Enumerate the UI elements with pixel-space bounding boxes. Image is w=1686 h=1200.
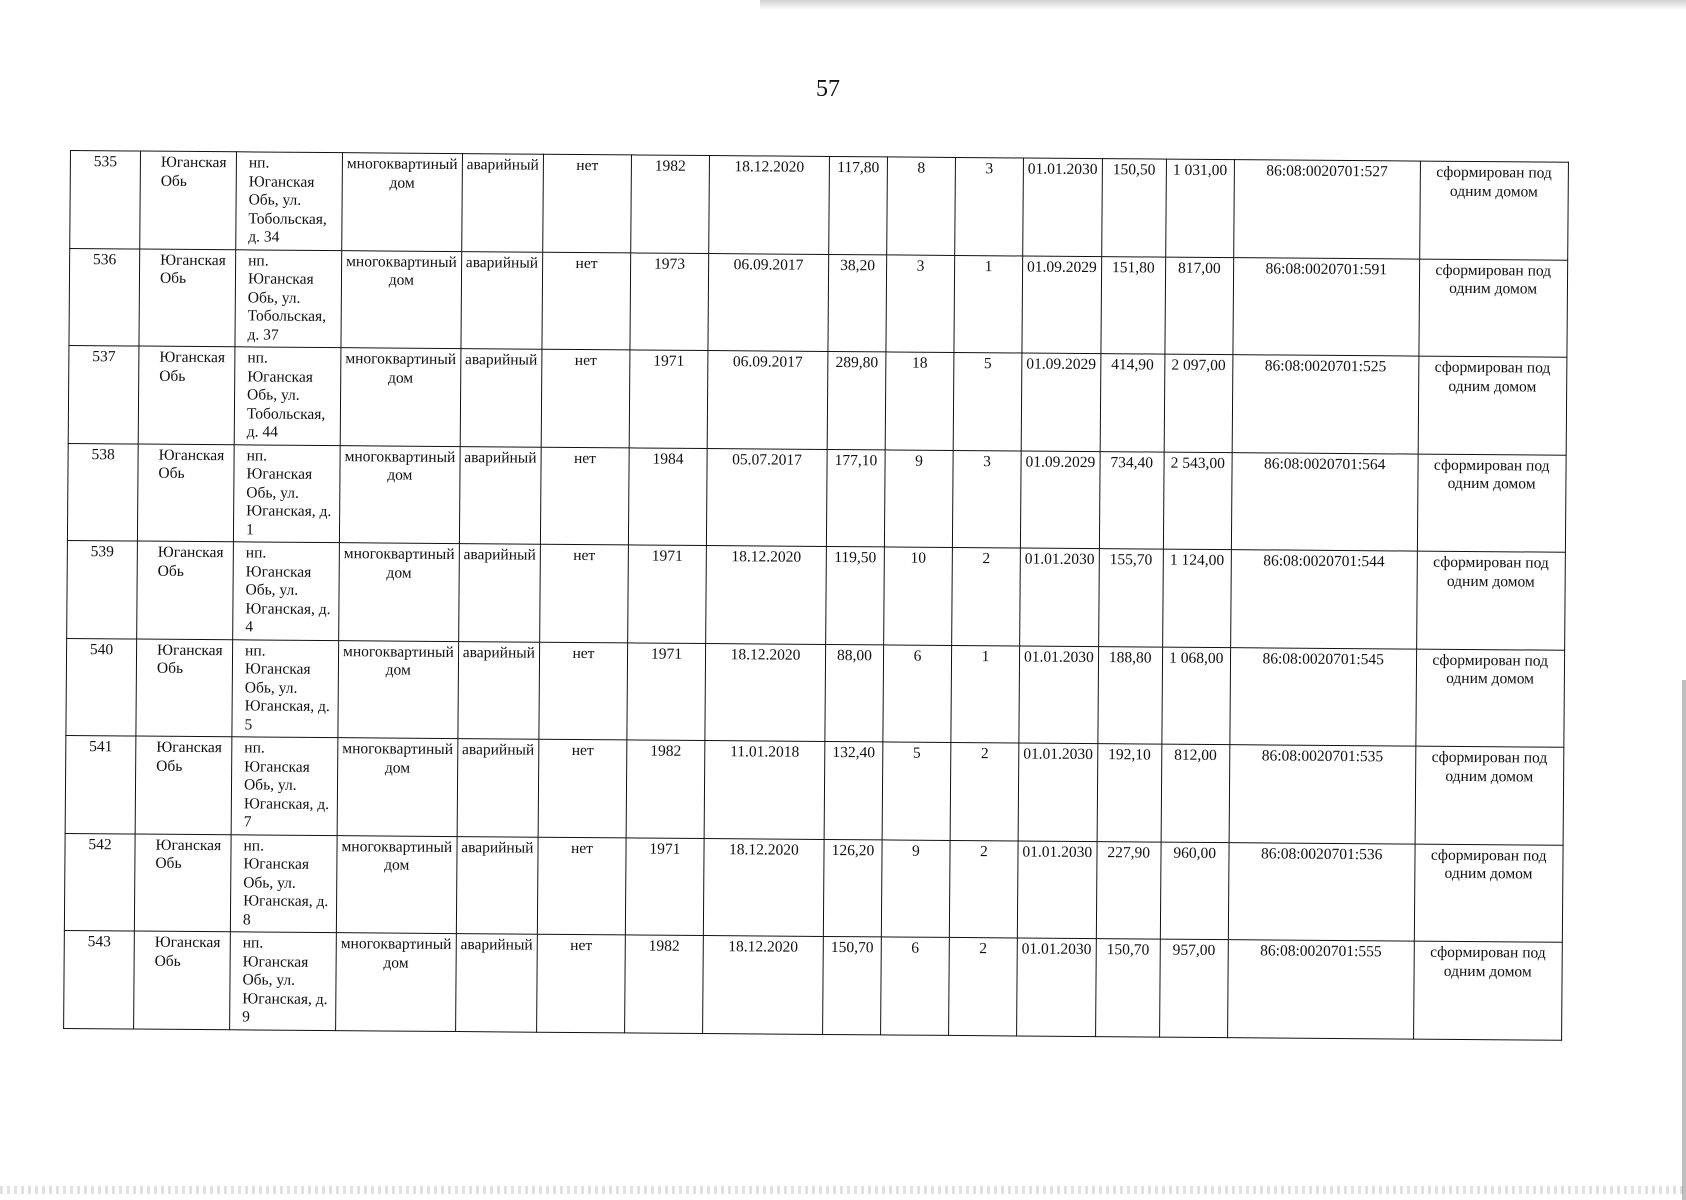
living-area-cell: 132,40: [824, 741, 883, 839]
row-number-cell: 542: [64, 833, 135, 931]
table-row: [69, 248, 1567, 357]
land-plot-note-cell: сформирован под одним домом: [1415, 746, 1564, 845]
table-body: [64, 151, 1569, 1040]
land-area-cell: 150,70: [1095, 939, 1160, 1037]
build-year-cell: 1982: [631, 155, 710, 253]
row-number-cell: 541: [65, 735, 136, 833]
building-type-cell: многоквартиный дом: [336, 835, 456, 933]
living-area-cell: 38,20: [828, 254, 887, 352]
resettlement-deadline-cell: 01.01.2030: [1019, 645, 1099, 743]
land-area-cell: 227,90: [1096, 841, 1161, 939]
premises-count-cell: 1: [954, 255, 1023, 353]
value-cell: 2 097,00: [1164, 354, 1233, 452]
build-year-cell: 1971: [627, 642, 706, 740]
build-year-cell: 1982: [626, 740, 705, 838]
value-cell: 2 543,00: [1163, 452, 1232, 550]
row-number-cell: 543: [64, 930, 135, 1028]
living-area-cell: 289,80: [827, 351, 886, 449]
resettlement-deadline-cell: 01.01.2030: [1023, 158, 1103, 256]
living-area-cell: 150,70: [823, 936, 882, 1034]
residents-cell: 3: [886, 254, 955, 352]
land-plot-note-cell: сформирован под одним домом: [1417, 454, 1566, 553]
condition-status-cell: аварийный: [459, 446, 541, 544]
row-number-cell: 539: [67, 540, 138, 638]
recognition-date-cell: 11.01.2018: [704, 741, 825, 839]
building-type-cell: многоквартиный дом: [338, 640, 458, 738]
premises-count-cell: 5: [953, 352, 1022, 450]
resettlement-deadline-cell: 01.09.2029: [1022, 255, 1102, 353]
value-cell: 960,00: [1160, 842, 1229, 940]
table-row: [67, 540, 1565, 649]
table-row: [67, 443, 1565, 552]
premises-count-cell: 2: [952, 547, 1021, 645]
address-cell: нп. Юганская Обь, ул. Юганская, д. 1: [233, 444, 340, 542]
value-cell: 1 031,00: [1165, 159, 1234, 257]
row-number-cell: 536: [69, 248, 140, 346]
municipality-cell: Юганская Обь: [137, 444, 234, 542]
value-cell: 817,00: [1165, 257, 1234, 355]
address-cell: нп. Юганская Обь, ул. Юганская, д. 9: [230, 932, 337, 1030]
build-year-cell: 1984: [628, 447, 707, 545]
living-area-cell: 117,80: [829, 156, 888, 254]
premises-count-cell: 3: [952, 450, 1021, 548]
flag-cell: нет: [540, 544, 629, 642]
build-year-cell: 1973: [630, 252, 709, 350]
recognition-date-cell: 05.07.2017: [706, 448, 827, 546]
flag-cell: нет: [543, 154, 632, 252]
build-year-cell: 1982: [625, 935, 704, 1033]
condition-status-cell: аварийный: [457, 739, 539, 837]
premises-count-cell: 2: [949, 937, 1018, 1035]
land-plot-note-cell: сформирован под одним домом: [1413, 941, 1562, 1040]
cadastral-number-cell: 86:08:0020701:564: [1231, 452, 1418, 551]
resettlement-deadline-cell: 01.01.2030: [1017, 938, 1097, 1036]
building-type-cell: многоквартиный дом: [339, 445, 459, 543]
row-number-cell: 537: [68, 345, 139, 443]
value-cell: 1 124,00: [1162, 549, 1231, 647]
municipality-cell: Юганская Обь: [134, 931, 231, 1029]
land-plot-note-cell: сформирован под одним домом: [1416, 551, 1565, 650]
flag-cell: нет: [539, 642, 628, 740]
table-row: [64, 833, 1562, 942]
resettlement-deadline-cell: 01.09.2029: [1020, 450, 1100, 548]
municipality-cell: Юганская Обь: [140, 151, 237, 249]
land-plot-note-cell: сформирован под одним домом: [1414, 844, 1563, 943]
scan-edge-bottom: [0, 1186, 1686, 1194]
residents-cell: 10: [884, 547, 953, 645]
residents-cell: 6: [883, 644, 952, 742]
living-area-cell: 126,20: [823, 839, 882, 937]
flag-cell: нет: [538, 739, 627, 837]
row-number-cell: 535: [70, 151, 141, 249]
recognition-date-cell: 18.12.2020: [703, 935, 824, 1033]
table-row: [66, 638, 1564, 747]
municipality-cell: Юганская Обь: [135, 736, 232, 834]
premises-count-cell: 2: [950, 742, 1019, 840]
residents-cell: 18: [885, 352, 954, 450]
housing-table: [63, 150, 1569, 1040]
value-cell: 1 068,00: [1162, 647, 1231, 745]
flag-cell: нет: [537, 837, 626, 935]
flag-cell: нет: [537, 934, 626, 1032]
cadastral-number-cell: 86:08:0020701:591: [1233, 257, 1420, 356]
building-type-cell: многоквартиный дом: [342, 153, 462, 251]
building-type-cell: многоквартиный дом: [339, 543, 459, 641]
address-cell: нп. Юганская Обь, ул. Юганская, д. 5: [232, 639, 339, 737]
premises-count-cell: 1: [951, 645, 1020, 743]
land-area-cell: 188,80: [1098, 646, 1163, 744]
premises-count-cell: 3: [955, 157, 1024, 255]
flag-cell: нет: [542, 252, 631, 350]
condition-status-cell: аварийный: [458, 544, 540, 642]
land-area-cell: 150,50: [1101, 159, 1166, 257]
scan-edge-right: [1682, 680, 1686, 1200]
municipality-cell: Юганская Обь: [136, 639, 233, 737]
cadastral-number-cell: 86:08:0020701:527: [1233, 160, 1420, 259]
value-cell: 957,00: [1159, 939, 1228, 1037]
premises-count-cell: 2: [949, 840, 1018, 938]
resettlement-deadline-cell: 01.01.2030: [1020, 548, 1100, 646]
land-area-cell: 151,80: [1101, 256, 1166, 354]
land-plot-note-cell: сформирован под одним домом: [1416, 649, 1565, 748]
address-cell: нп. Юганская Обь, ул. Юганская, д. 4: [233, 542, 340, 640]
address-cell: нп. Юганская Обь, ул. Тобольская, д. 37: [235, 249, 342, 347]
table-row: [70, 151, 1568, 260]
condition-status-cell: аварийный: [461, 251, 543, 349]
living-area-cell: 88,00: [825, 644, 884, 742]
residents-cell: 9: [881, 839, 950, 937]
resettlement-deadline-cell: 01.01.2030: [1017, 840, 1097, 938]
condition-status-cell: аварийный: [461, 154, 543, 252]
document-sheet: [63, 150, 1569, 1040]
cadastral-number-cell: 86:08:0020701:536: [1228, 842, 1415, 941]
resettlement-deadline-cell: 01.01.2030: [1018, 743, 1098, 841]
land-area-cell: 155,70: [1098, 549, 1163, 647]
recognition-date-cell: 18.12.2020: [706, 546, 827, 644]
cadastral-number-cell: 86:08:0020701:525: [1232, 355, 1419, 454]
address-cell: нп. Юганская Обь, ул. Тобольская, д. 44: [234, 347, 341, 445]
cadastral-number-cell: 86:08:0020701:545: [1230, 647, 1417, 746]
residents-cell: 9: [884, 449, 953, 547]
flag-cell: нет: [541, 349, 630, 447]
building-type-cell: многоквартиный дом: [336, 933, 456, 1031]
land-area-cell: 734,40: [1099, 451, 1164, 549]
build-year-cell: 1971: [629, 350, 708, 448]
condition-status-cell: аварийный: [455, 934, 537, 1032]
land-plot-note-cell: сформирован под одним домом: [1419, 161, 1568, 260]
residents-cell: 6: [881, 937, 950, 1035]
flag-cell: нет: [540, 447, 629, 545]
resettlement-deadline-cell: 01.09.2029: [1021, 353, 1101, 451]
municipality-cell: Юганская Обь: [134, 834, 231, 932]
page-number: 57: [816, 76, 840, 102]
cadastral-number-cell: 86:08:0020701:535: [1229, 745, 1416, 844]
scan-edge-top: [760, 0, 1686, 10]
value-cell: 812,00: [1161, 744, 1230, 842]
address-cell: нп. Юганская Обь, ул. Юганская, д. 7: [231, 737, 338, 835]
residents-cell: 5: [882, 742, 951, 840]
condition-status-cell: аварийный: [458, 641, 540, 739]
address-cell: нп. Юганская Обь, ул. Юганская, д. 8: [230, 834, 337, 932]
table-row: [68, 345, 1566, 454]
living-area-cell: 119,50: [826, 546, 885, 644]
condition-status-cell: аварийный: [456, 836, 538, 934]
row-number-cell: 540: [66, 638, 137, 736]
municipality-cell: Юганская Обь: [137, 541, 234, 639]
recognition-date-cell: 06.09.2017: [708, 253, 829, 351]
cadastral-number-cell: 86:08:0020701:544: [1230, 550, 1417, 649]
build-year-cell: 1971: [628, 545, 707, 643]
land-area-cell: 414,90: [1100, 354, 1165, 452]
table-row: [65, 735, 1563, 844]
build-year-cell: 1971: [625, 837, 704, 935]
recognition-date-cell: 18.12.2020: [709, 156, 830, 254]
condition-status-cell: аварийный: [460, 349, 542, 447]
row-number-cell: 538: [67, 443, 138, 541]
recognition-date-cell: 06.09.2017: [707, 351, 828, 449]
land-plot-note-cell: сформирован под одним домом: [1418, 356, 1567, 455]
recognition-date-cell: 18.12.2020: [703, 838, 824, 936]
residents-cell: 8: [887, 157, 956, 255]
table-row: [64, 930, 1562, 1039]
land-area-cell: 192,10: [1097, 744, 1162, 842]
cadastral-number-cell: 86:08:0020701:555: [1227, 940, 1414, 1039]
building-type-cell: многоквартиный дом: [341, 250, 461, 348]
building-type-cell: многоквартиный дом: [340, 348, 460, 446]
municipality-cell: Юганская Обь: [139, 249, 236, 347]
land-plot-note-cell: сформирован под одним домом: [1419, 259, 1568, 358]
recognition-date-cell: 18.12.2020: [705, 643, 826, 741]
municipality-cell: Юганская Обь: [138, 346, 235, 444]
address-cell: нп. Юганская Обь, ул. Тобольская, д. 34: [236, 152, 343, 250]
living-area-cell: 177,10: [826, 449, 885, 547]
building-type-cell: многоквартиный дом: [337, 738, 457, 836]
